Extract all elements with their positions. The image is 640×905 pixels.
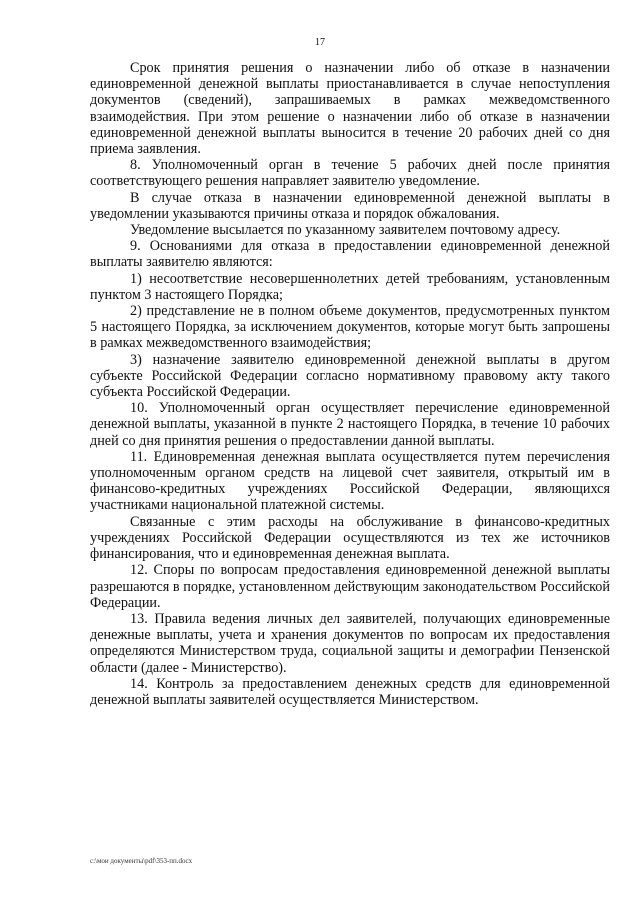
list-item: 1) несоответствие несовершеннолетних детей требованиям, установленным пунктом 3 настоящего Порядка;: [90, 270, 610, 303]
paragraph: Уведомление высылается по указанному заявителем почтовому адресу.: [130, 222, 561, 239]
paragraph: Связанные с этим расходы на обслуживание в финансово-кредитных учреждениях Российской Федерации осуществляются из тех же источников финансирования, что и единовременная денежная выплата.: [90, 513, 610, 563]
paragraph: Срок принятия решения о назначении либо об отказе в назначении единовременной денежной выплаты приостанавливается в случае непоступления документов (сведений), запрашиваемых в рамках межведомственного взаимодействия. При этом решение о назначении либо об отказе в назначении единовременной денежной выплаты выносится в течение 20 рабочих дней со дня приема заявления.: [90, 60, 610, 158]
footer-file-path: c:\мои документы\pdf\353-пп.docx: [90, 857, 193, 865]
paragraph-item-12: 12. Споры по вопросам предоставления единовременной денежной выплаты разрешаются в порядке, установленном действующим законодательством Российской Федерации.: [90, 562, 610, 611]
paragraph-item-11: 11. Единовременная денежная выплата осуществляется путем перечисления уполномоченным органом средств на лицевой счет заявителя, открытый им в финансово-кредитных учреждениях Российской Федерации, являющихся участниками национальной платежной системы.: [90, 448, 610, 514]
paragraph-item-14: 14. Контроль за предоставлением денежных средств для единовременной денежной выплаты заявителей осуществляется Министерством.: [90, 675, 610, 708]
page-number: 17: [315, 37, 325, 48]
paragraph-item-10: 10. Уполномоченный орган осуществляет перечисление единовременной денежной выплаты, указанной в пункте 2 настоящего Порядка, в течение 10 рабочих дней со дня принятия решения о предоставлении данной выплаты.: [90, 400, 610, 449]
paragraph-item-9: 9. Основаниями для отказа в предоставлении единовременной денежной выплаты заявителю являются:: [90, 238, 610, 271]
paragraph-item-8: 8. Уполномоченный орган в течение 5 рабочих дней после принятия соответствующего решения направляет заявителю уведомление.: [90, 157, 610, 190]
document-body: [90, 60, 610, 708]
list-item: 2) представление не в полном объеме документов, предусмотренных пунктом 5 настоящего Порядка, за исключением документов, которые могут быть запрошены в рамках межведомственного взаимодействия;: [90, 303, 610, 352]
paragraph-item-13: 13. Правила ведения личных дел заявителей, получающих единовременные денежные выплаты, учета и хранения документов по вопросам их предоставления определяются Министерством труда, социальной защиты и демографии Пензенской области (далее - Министерство).: [90, 610, 610, 676]
paragraph: В случае отказа в назначении единовременной денежной выплаты в уведомлении указываются причины отказа и порядок обжалования.: [90, 189, 610, 222]
list-item: 3) назначение заявителю единовременной денежной выплаты в другом субъекте Российской Федерации согласно нормативному правовому акту такого субъекта Российской Федерации.: [90, 351, 610, 401]
